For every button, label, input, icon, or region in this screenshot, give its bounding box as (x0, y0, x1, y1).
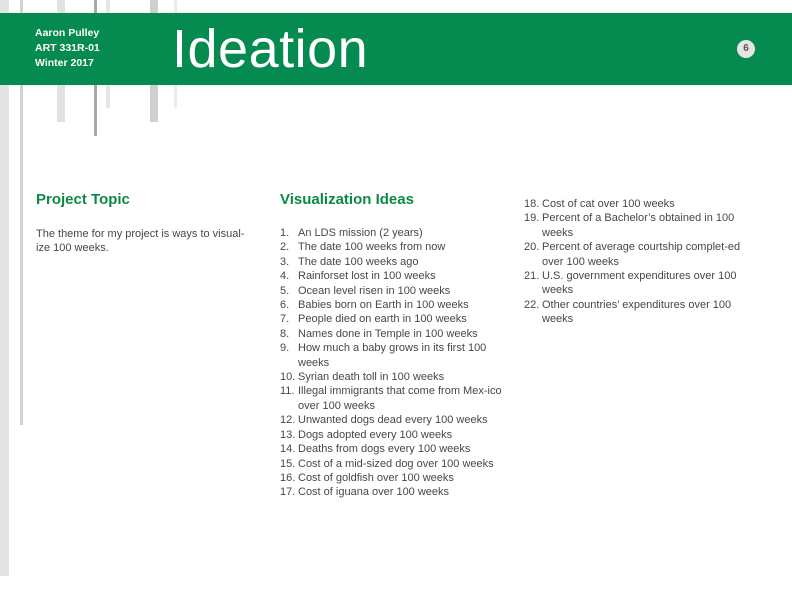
ideas-list-column-1 (280, 226, 516, 500)
idea-number: 11. (280, 385, 295, 398)
idea-text: Dogs adopted every 100 weeks (298, 428, 453, 441)
idea-list-item (280, 485, 516, 499)
idea-text: An LDS mission (2 years) (298, 227, 423, 239)
idea-list-item (280, 442, 516, 456)
idea-text: U.S. government expenditures over 100 weeks (542, 270, 737, 297)
idea-number: 18. (524, 198, 540, 210)
idea-text: Cost of iguana over 100 weeks (298, 486, 450, 499)
idea-list-item (524, 240, 764, 269)
idea-list-item (280, 471, 516, 485)
page-title: Ideation (172, 19, 369, 79)
idea-number: 15. (280, 457, 296, 470)
idea-list-item (280, 384, 516, 413)
idea-number: 10. (280, 371, 296, 384)
idea-text: Names done in Temple in 100 weeks (298, 327, 478, 340)
idea-list-item (280, 341, 516, 370)
project-topic-line: The theme for my project is ways to visual- (36, 228, 245, 240)
idea-text: Illegal immigrants that come from Mex-ico over 100 weeks (298, 385, 502, 412)
header-meta (35, 26, 100, 71)
idea-text: Cost of a mid-sized dog over 100 weeks (298, 457, 494, 470)
idea-text: Other countries’ expenditures over 100 weeks (542, 298, 732, 326)
idea-text: The date 100 weeks ago (298, 255, 419, 268)
ideas-list-column-2 (524, 197, 764, 327)
project-topic-line: ize 100 weeks. (36, 242, 109, 255)
idea-text: Unwanted dogs dead every 100 weeks (298, 414, 488, 427)
idea-list-item (280, 413, 516, 427)
idea-text: Percent of average courtship complet-ed over 100 weeks (542, 241, 741, 268)
idea-text: Ocean level risen in 100 weeks (298, 284, 451, 297)
idea-text: Percent of a Bachelor’s obtained in 100 weeks (542, 212, 735, 239)
idea-number: 1. (280, 227, 290, 239)
idea-number: 9. (280, 342, 290, 355)
header-banner (0, 13, 792, 85)
idea-list-item (280, 240, 516, 254)
term: Winter 2017 (35, 57, 94, 69)
idea-list-item (280, 298, 516, 312)
idea-list-item (280, 428, 516, 442)
idea-number: 5. (280, 284, 290, 297)
idea-list-item (280, 269, 516, 283)
idea-number: 17. (280, 486, 296, 499)
idea-list-item (524, 211, 764, 240)
idea-text: The date 100 weeks from now (298, 241, 446, 254)
idea-number: 13. (280, 428, 296, 441)
idea-number: 12. (280, 414, 296, 427)
idea-number: 21. (524, 270, 540, 283)
idea-list-item (524, 298, 764, 327)
idea-text: Cost of cat over 100 weeks (542, 198, 675, 210)
visualization-ideas-heading: Visualization Ideas (280, 191, 414, 208)
project-topic-heading: Project Topic (36, 191, 130, 208)
idea-list-item (280, 327, 516, 341)
idea-text: Syrian death toll in 100 weeks (298, 371, 445, 384)
page-number-badge: 6 (737, 40, 755, 58)
idea-number: 16. (280, 471, 296, 484)
idea-number: 14. (280, 443, 296, 456)
decorative-bar (0, 0, 9, 576)
idea-text: Deaths from dogs every 100 weeks (298, 443, 471, 456)
idea-number: 22. (524, 298, 540, 311)
idea-text: Rainforset lost in 100 weeks (298, 270, 436, 283)
idea-list-item (524, 197, 764, 211)
idea-text: Cost of goldfish over 100 weeks (298, 471, 454, 484)
idea-number: 2. (280, 241, 290, 254)
idea-number: 6. (280, 299, 290, 312)
idea-list-item (280, 312, 516, 326)
idea-list-item (280, 457, 516, 471)
idea-number: 19. (524, 212, 540, 225)
idea-list-item (280, 284, 516, 298)
idea-list-item (280, 255, 516, 269)
idea-number: 20. (524, 241, 540, 254)
idea-number: 4. (280, 270, 290, 283)
idea-list-item (524, 269, 764, 298)
idea-list-item (280, 226, 516, 240)
idea-number: 7. (280, 313, 290, 326)
project-topic-text (36, 227, 276, 256)
idea-number: 8. (280, 327, 290, 340)
course-code: ART 331R-01 (35, 42, 100, 54)
idea-text: How much a baby grows in its first 100 weeks (298, 342, 487, 369)
idea-text: People died on earth in 100 weeks (298, 313, 467, 326)
idea-number: 3. (280, 255, 290, 268)
idea-text: Babies born on Earth in 100 weeks (298, 299, 469, 312)
author-name: Aaron Pulley (35, 27, 100, 39)
idea-list-item (280, 370, 516, 384)
